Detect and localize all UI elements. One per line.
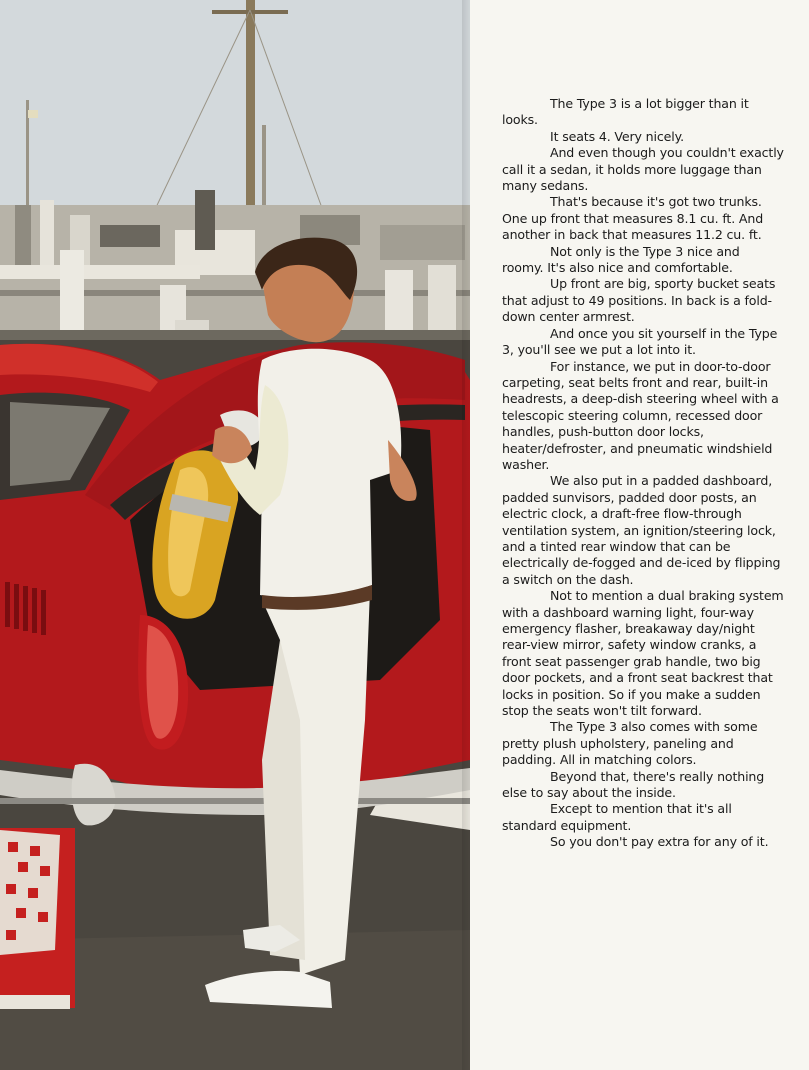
- copy-paragraph: Beyond that, there's really nothing else to say about the inside.: [502, 768, 765, 801]
- copy-paragraph: Except to mention that it's all standard equipment.: [502, 801, 732, 833]
- boat-mast: [246, 0, 255, 240]
- page-fold-shadow: [462, 0, 470, 1070]
- copy-paragraph: And even though you couldn't exactly call it a sedan, it holds more luggage than many sedans.: [502, 145, 784, 194]
- copy-paragraph: So you don't pay extra for any of it.: [550, 834, 769, 850]
- copy-paragraph: For instance, we put in door-to-door carpeting, seat belts front and rear, built-in headrests, a deep-dish steering wheel with a telescopic steering column, recessed door handles, push-button door locks, heater/defroster, and pneumatic windshield washer.: [502, 358, 779, 472]
- copy-paragraph: Not only is the Type 3 nice and roomy. It's also nice and comfortable.: [502, 243, 740, 276]
- copy-paragraph: We also put in a padded dashboard, padded sunvisors, padded door posts, an electric clock, a draft-free flow-through ventilation system, an ignition/steering lock, and a tinted rear window that can be electrically de-fogged and de-iced by flipping a switch on the dash.: [502, 473, 781, 587]
- ad-body-copy: [502, 96, 784, 851]
- copy-paragraph: The Type 3 is a lot bigger than it looks.: [502, 96, 749, 128]
- copy-paragraph: The Type 3 also comes with some pretty plush upholstery, paneling and padding. All in matching colors.: [502, 719, 758, 768]
- sky: [0, 0, 470, 210]
- copy-paragraph: And once you sit yourself in the Type 3, you'll see we put a lot into it.: [502, 325, 778, 358]
- copy-paragraph: Not to mention a dual braking system with a dashboard warning light, four-way emergency flasher, breakaway day/night rear-view mirror, safety window cranks, a front seat passenger grab handle, two big door pockets, and a front seat backrest that locks in position. So if you make a sudden stop the seats won't tilt forward.: [502, 588, 784, 719]
- copy-paragraph: Up front are big, sporty bucket seats that adjust to 49 positions. In back is a fold-down center armrest.: [502, 276, 776, 325]
- copy-paragraph: It seats 4. Very nicely.: [550, 128, 684, 144]
- copy-paragraph: That's because it's got two trunks. One up front that measures 8.1 cu. ft. And another in back that measures 11.2 cu. ft.: [502, 194, 764, 243]
